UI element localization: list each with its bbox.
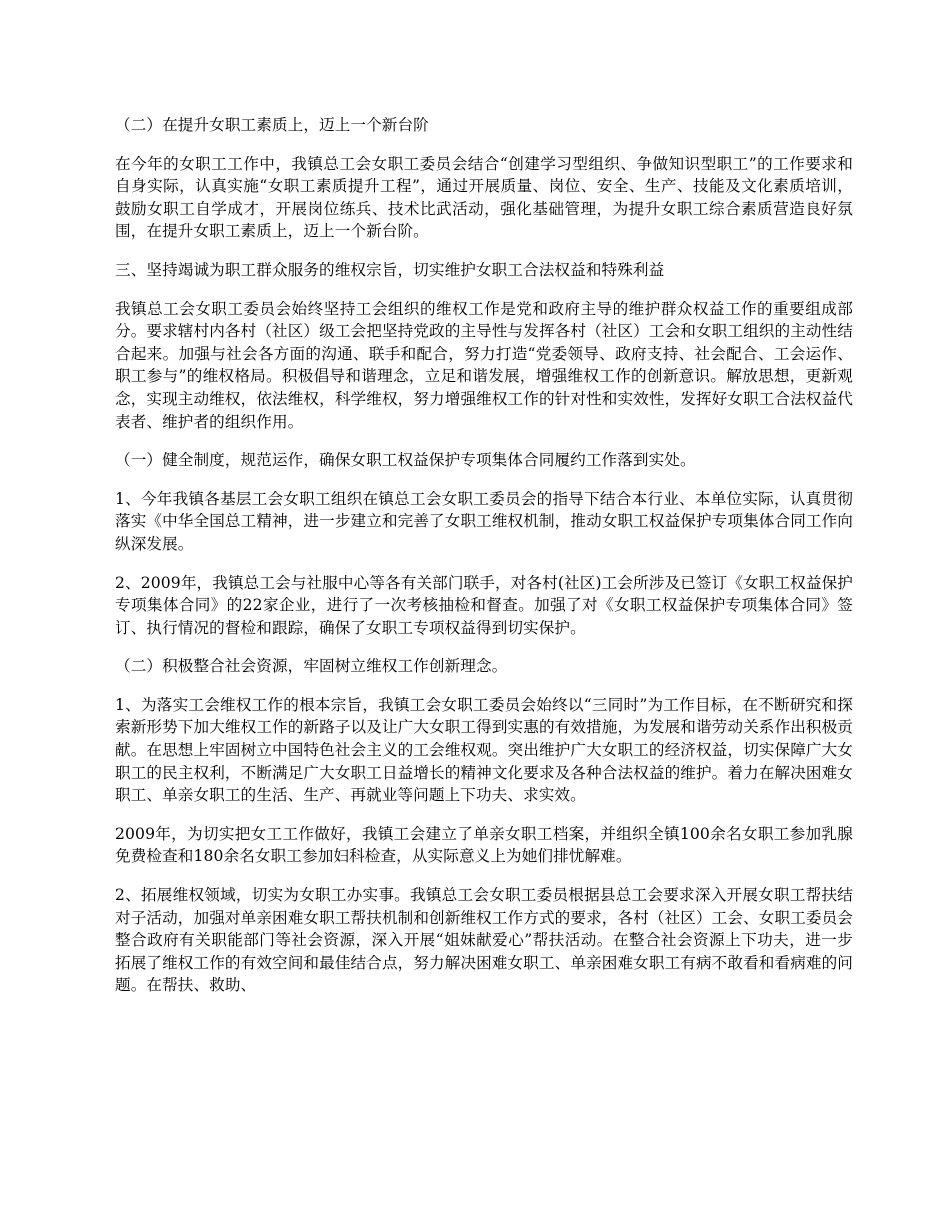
document-page (115, 114, 853, 1013)
paragraph-item-2-expand-rights: 2、拓展维权领域，切实为女职工办实事。我镇总工会女职工委员根据县总工会要求深入开展女职工帮扶结对子活动，加强对单亲困难女职工帮扶机制和创新维权工作方式的要求，各村（社区）工会、女职工委员会整合政府有关职能部门等社会资源，深入开展“姐妹献爱心”帮扶活动。在整合社会资源上下功夫，进一步拓展了维权工作的有效空间和最佳结合点，努力解决困难女职工、单亲困难女职工有病不敢看和看病难的问题。在帮扶、救助、 (115, 886, 853, 995)
paragraph-item-1-rights-concept: 1、为落实工会维权工作的根本宗旨，我镇工会女职工委员会始终以“三同时”为工作目标，在不断研究和探索新形势下加大维权工作的新路子以及让广大女职工得到实惠的有效措施，为发展和谐劳动关系作出积极贡献。在思想上牢固树立中国特色社会主义的工会维权观。突出维护广大女职工的经济权益，切实保障广大女职工的民主权利，不断满足广大女职工日益增长的精神文化要求及各种合法权益的维护。着力在解决困难女职工、单亲女职工的生活、生产、再就业等问题上下功夫、求实效。 (115, 695, 853, 805)
paragraph-rights-protection: 我镇总工会女职工委员会始终坚持工会组织的维权工作是党和政府主导的维护群众权益工作的重要组成部分。要求辖村内各村（社区）级工会把坚持党政的主导性与发挥各村（社区）工会和女职工组织的主动性结合起来。加强与社会各方面的沟通、联手和配合，努力打造“党委领导、政府支持、社会配合、工会运作、职工参与”的维权格局。积极倡导和谐理念，立足和谐发展，增强维权工作的创新意识。解放思想，更新观念，实现主动维权，依法维权，科学维权，努力增强维权工作的针对性和实效性，发挥好女职工合法权益代表者、维护者的组织作用。 (115, 299, 853, 431)
paragraph-2009-health-checks: 2009年，为切实把女工工作做好，我镇工会建立了单亲女职工档案，并组织全镇100余名女职工参加乳腺免费检查和180余名女职工参加妇科检查，从实际意义上为她们排忧解难。 (115, 824, 853, 866)
paragraph-item-1-mechanism: 1、今年我镇各基层工会女职工组织在镇总工会女职工委员会的指导下结合本行业、本单位实际，认真贯彻落实《中华全国总工精神，进一步建立和完善了女职工维权机制，推动女职工权益保护专项集体合同工作向纵深发展。 (115, 489, 853, 553)
subsection-heading-system-rules: （一）健全制度，规范运作，确保女职工权益保护专项集体合同履约工作落到实处。 (115, 451, 696, 470)
section-heading-improve-quality: （二）在提升女职工素质上，迈上一个新台阶 (115, 116, 429, 134)
subsection-heading-social-resources: （二）积极整合社会资源，牢固树立维权工作创新理念。 (115, 657, 508, 676)
paragraph-quality-improvement: 在今年的女职工工作中，我镇总工会女职工委员会结合“创建学习型组织、争做知识型职工”的工作要求和自身实际，认真实施“女职工素质提升工程”，通过开展质量、岗位、安全、生产、技能及文化素质培训，鼓励女职工自学成才，开展岗位练兵、技术比武活动，强化基础管理，为提升女职工综合素质营造良好氛围，在提升女职工素质上，迈上一个新台阶。 (115, 154, 853, 241)
section-heading-rights-protection: 三、坚持竭诚为职工群众服务的维权宗旨，切实维护女职工合法权益和特殊利益 (115, 260, 665, 279)
paragraph-item-2-contracts: 2、2009年，我镇总工会与社服中心等各有关部门联手，对各村(社区)工会所涉及已签订《女职工权益保护专项集体合同》的22家企业，进行了一次考核抽检和督查。加强了对《女职工权益保护专项集体合同》签订、执行情况的督检和跟踪，确保了女职工专项权益得到切实保护。 (115, 573, 853, 637)
